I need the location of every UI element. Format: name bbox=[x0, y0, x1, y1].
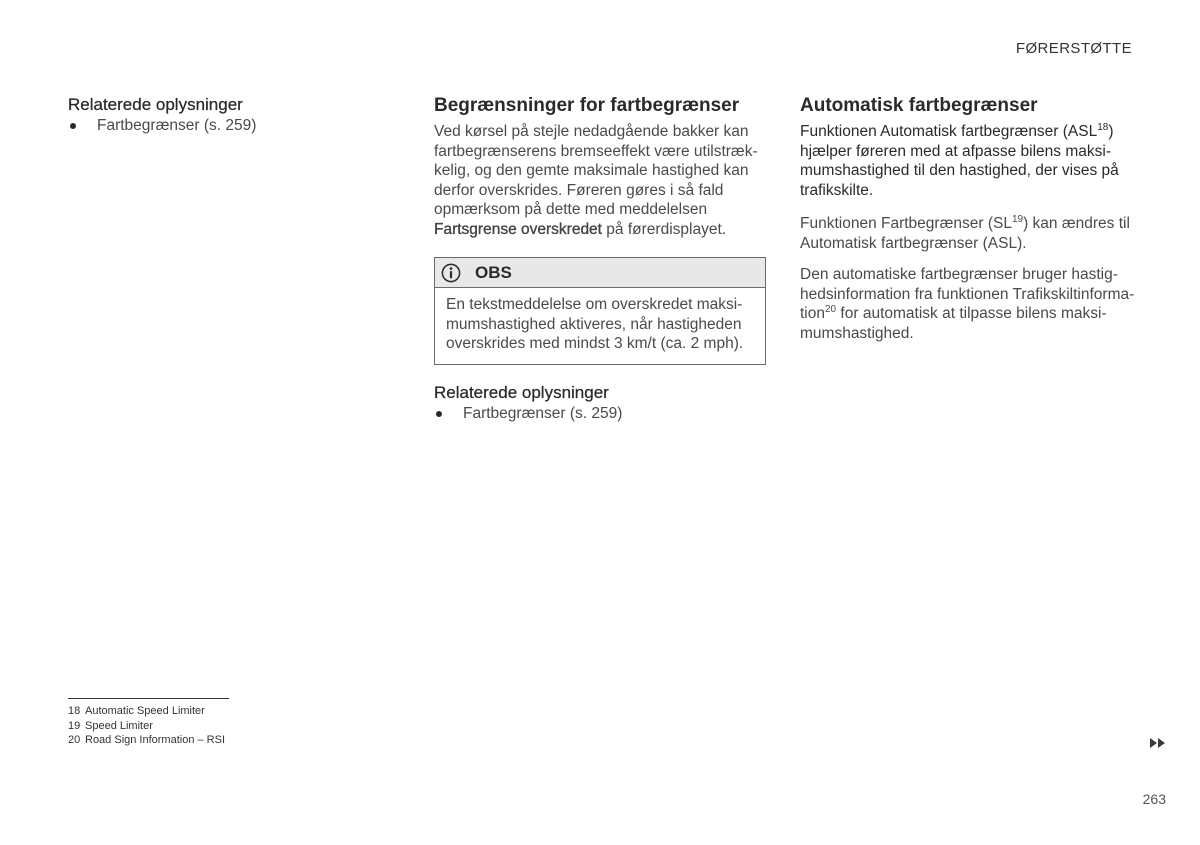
asl-paragraph-3: Den automatiske fartbegrænser bruger hastig-hedsinformation fra funktionen Trafikskiltinforma-tion$^{20}$ for automatisk at tilpasse bilens maksi-mumshastighed. bbox=[800, 266, 1135, 342]
obs-note-box bbox=[434, 257, 766, 365]
display-message: Fartsgrense overskredet bbox=[434, 220, 602, 238]
footnote-divider bbox=[68, 698, 229, 699]
asl-paragraph-2: Funktionen Fartbegrænser (SL$^{19}$) kan ændres til Automatisk fartbegrænser (ASL). bbox=[800, 214, 1130, 252]
obs-note-text: En tekstmeddelelse om overskredet maksi-mumshastighed aktiveres, når hastigheden overskrides med mindst 3 km/t (ca. 2 mph). bbox=[446, 296, 744, 352]
related-info-heading: Relaterede oplysninger bbox=[68, 95, 243, 114]
obs-note-header bbox=[435, 258, 765, 288]
asl-heading: Automatisk fartbegrænser bbox=[800, 95, 1038, 116]
related-info-link[interactable]: Fartbegrænser (s. 259) bbox=[434, 404, 766, 424]
info-icon bbox=[441, 263, 461, 283]
footnote-ref[interactable]: 19 bbox=[1011, 214, 1024, 225]
footnote: 18 Automatic Speed Limiter bbox=[68, 705, 205, 717]
column-right bbox=[800, 94, 1140, 343]
related-info-section bbox=[434, 382, 766, 424]
column-middle bbox=[434, 94, 766, 424]
section-header: FØRERSTØTTE bbox=[1015, 40, 1132, 57]
related-info-heading: Relaterede oplysninger bbox=[434, 382, 609, 402]
limitations-paragraph: Ved kørsel på stejle nedadgående bakker kan fartbegrænserens bremseeffekt være utilstræk-kelig, og den gemte maksimale hastighed kan derfor overskrides. Føreren gøres i så fald opmærksom på dette med meddelelsen Fartsgrense overskredet på førerdisplayet. bbox=[434, 123, 758, 238]
double-triangle-right-icon[interactable] bbox=[1150, 738, 1166, 748]
related-info-list bbox=[68, 116, 368, 136]
page-number: 263 bbox=[1142, 791, 1166, 807]
limitations-heading: Begrænsninger for fartbegrænser bbox=[434, 95, 740, 116]
footnote: 20 Road Sign Information – RSI bbox=[68, 734, 226, 746]
footnote: 19 Speed Limiter bbox=[68, 719, 153, 732]
footnotes bbox=[68, 698, 288, 748]
obs-note-title: OBS bbox=[475, 262, 512, 282]
column-left bbox=[68, 94, 368, 136]
footnote-ref[interactable]: 20 bbox=[825, 304, 837, 315]
related-info-link[interactable]: Fartbegrænser (s. 259) bbox=[68, 116, 368, 136]
footnote-ref[interactable]: 18 bbox=[1097, 122, 1109, 133]
related-info-list bbox=[434, 404, 766, 424]
obs-note-body bbox=[435, 288, 765, 364]
asl-intro-paragraph: Funktionen Automatisk fartbegrænser (ASL$^{18}$) hjælper føreren med at afpasse bilens maksi-mumshastighed til den hastighed, der vises på trafikskilte. bbox=[800, 122, 1119, 199]
